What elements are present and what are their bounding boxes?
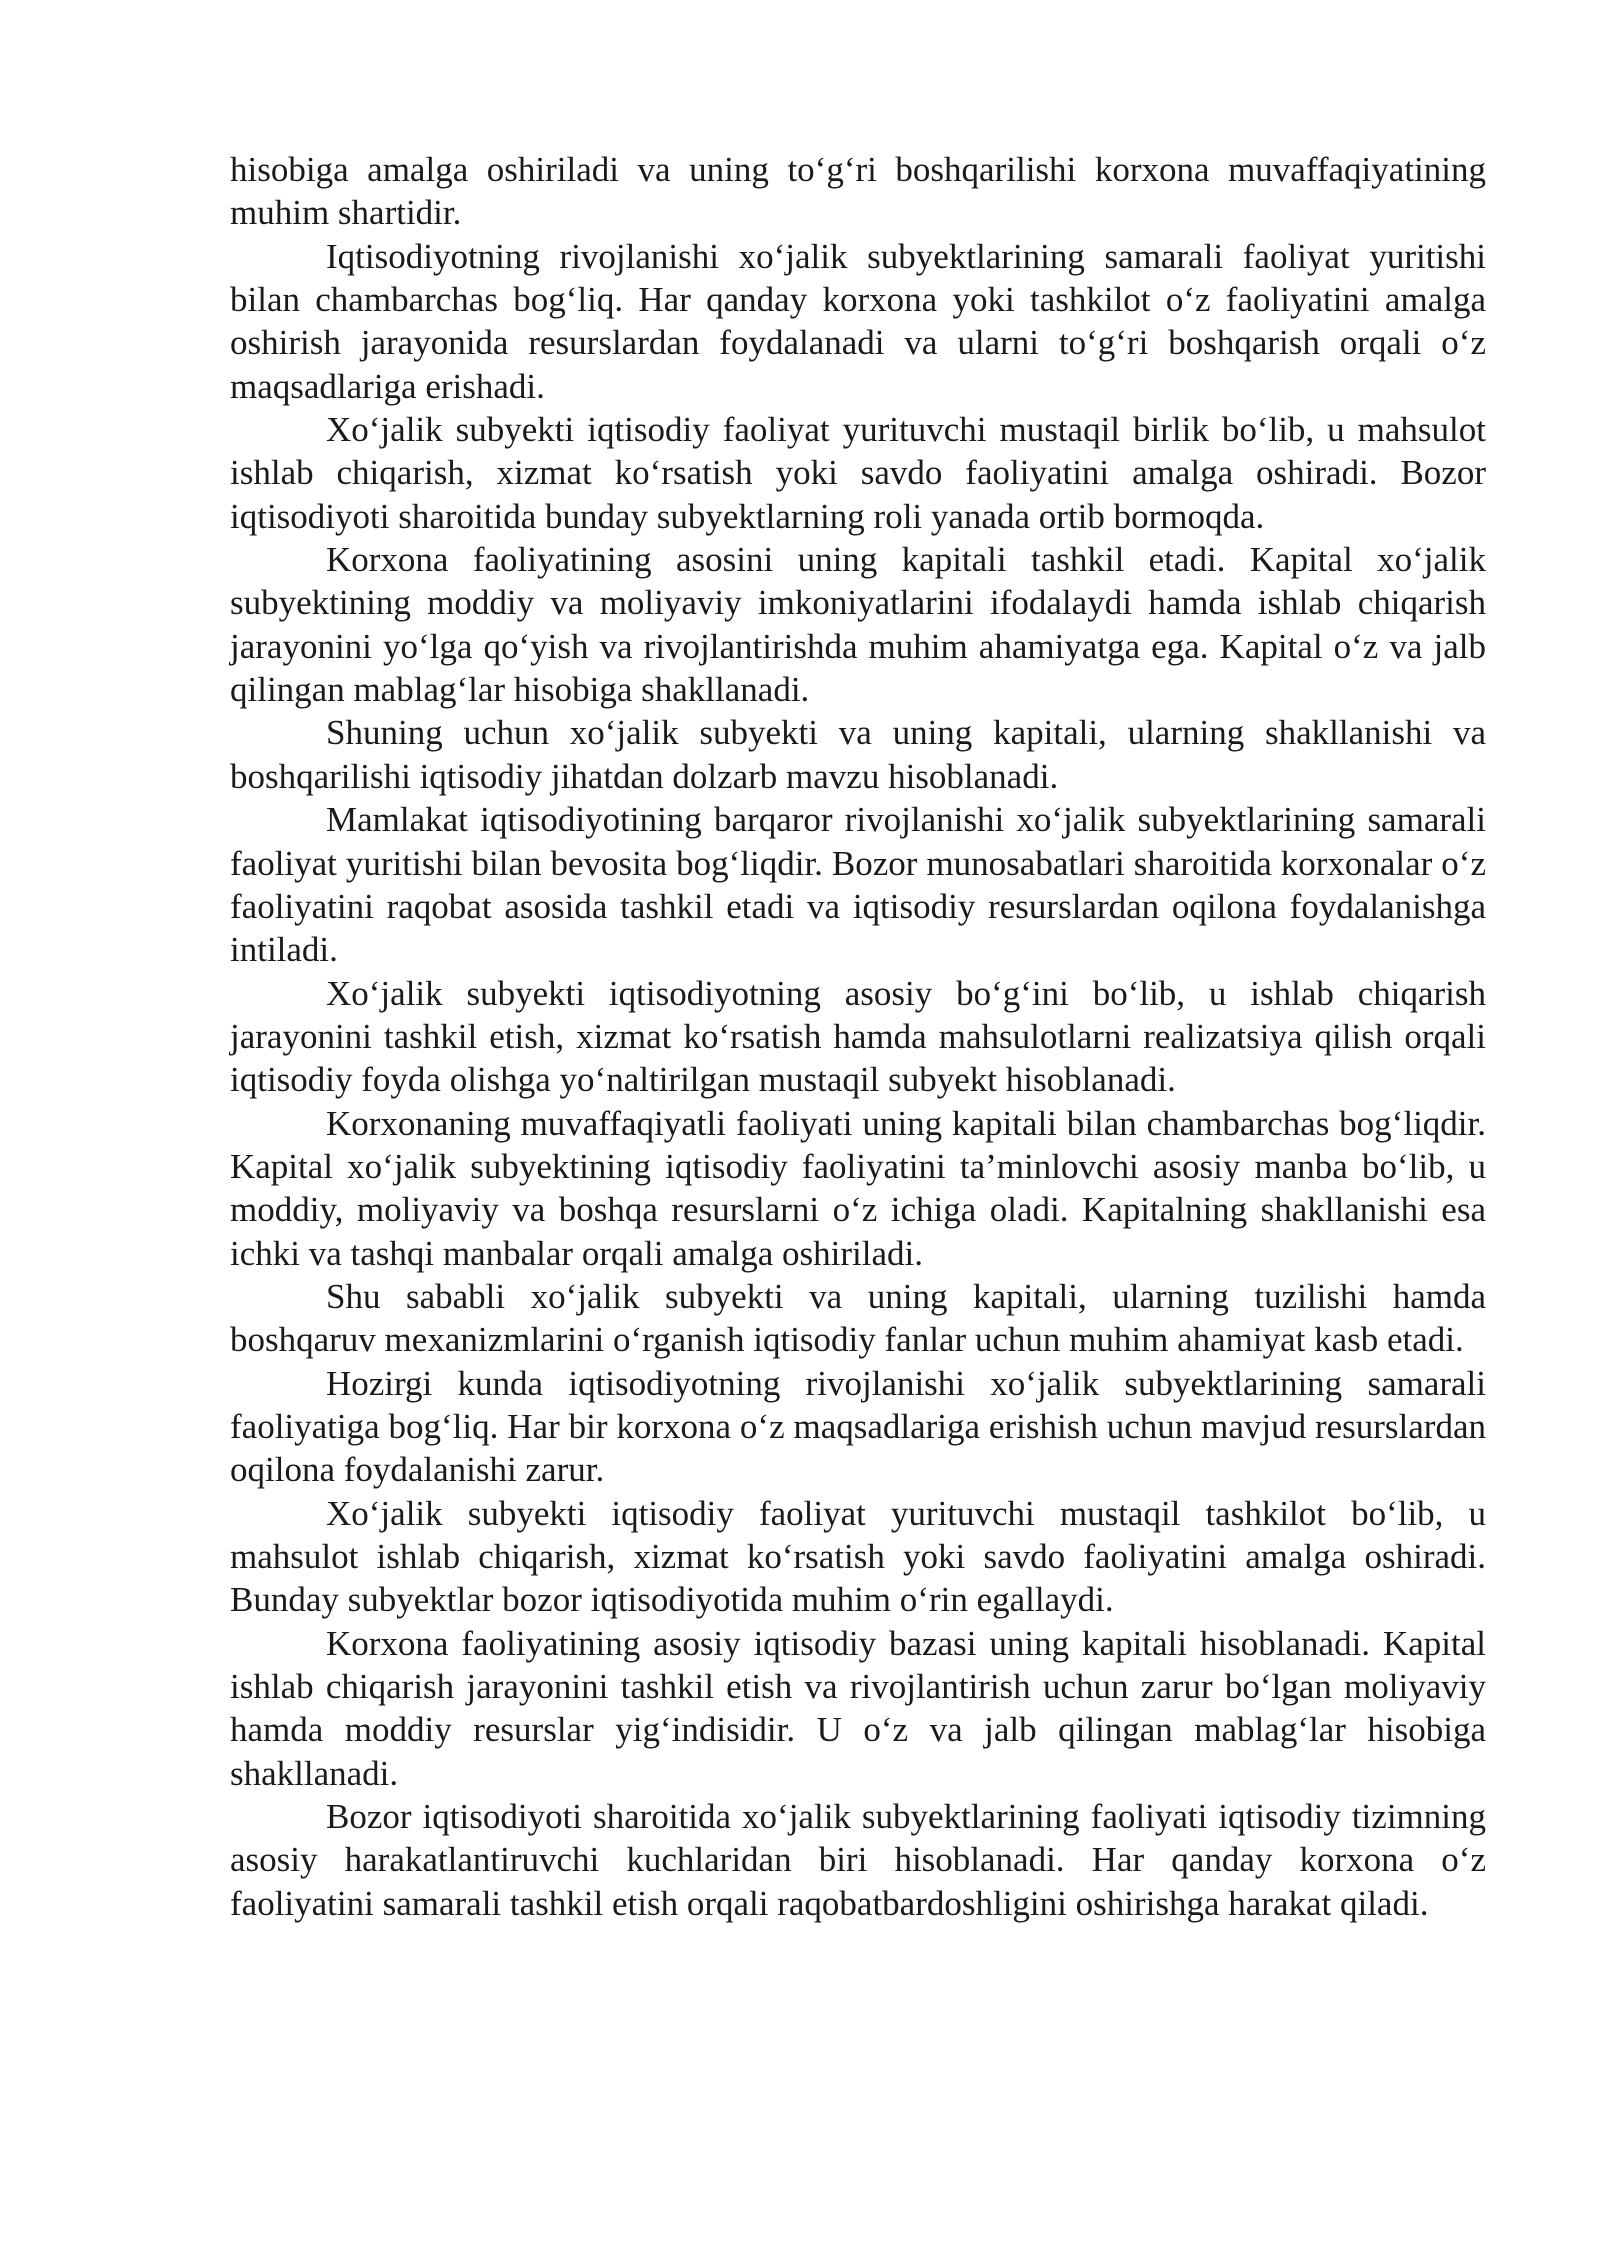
paragraph-5: Shuning uchun xo‘jalik subyekti va uning kapitali, ularning shakllanishi va boshqarilishi iqtisodiy jihatdan dolzarb mavzu hisoblanadi.	[230, 713, 1486, 796]
paragraph-12: Korxona faoliyatining asosiy iqtisodiy bazasi uning kapitali hisoblanadi. Kapital ishlab chiqarish jarayonini tashkil etish va rivojlantirish uchun zarur bo‘lgan moliyaviy hamda moddiy resurslar yig‘indisidir. U o‘z va jalb qilingan mablag‘lar hisobiga shakllanadi.	[230, 1623, 1486, 1793]
paragraph-8: Korxonaning muvaffaqiyatli faoliyati uning kapitali bilan chambarchas bog‘liqdir. Kapital xo‘jalik subyektining iqtisodiy faoliyatini ta’minlovchi asosiy manba bo‘lib, u moddiy, moliyaviy va boshqa resurslarni o‘z ichiga oladi. Kapitalning shakllanishi esa ichki va tashqi manbalar orqali amalga oshiriladi.	[230, 1103, 1486, 1273]
paragraph-1: hisobiga amalga oshiriladi va uning to‘g‘ri boshqarilishi korxona muvaffaqiyatining muhim shartidir.	[230, 150, 1486, 233]
paragraph-9: Shu sababli xo‘jalik subyekti va uning kapitali, ularning tuzilishi hamda boshqaruv mexanizmlarini o‘rganish iqtisodiy fanlar uchun muhim ahamiyat kasb etadi.	[230, 1276, 1486, 1360]
paragraph-3: Xo‘jalik subyekti iqtisodiy faoliyat yurituvchi mustaqil birlik bo‘lib, u mahsulot ishlab chiqarish, xizmat ko‘rsatish yoki savdo faoliyatini amalga oshiradi. Bozor iqtisodiyoti sharoitida bunday subyektlarning roli yanada ortib bormoqda.	[230, 410, 1486, 536]
paragraph-2: Iqtisodiyotning rivojlanishi xo‘jalik subyektlarining samarali faoliyat yuritishi bilan chambarchas bog‘liq. Har qanday korxona yoki tashkilot o‘z faoliyatini amalga oshirish jarayonida resurslardan foydalanadi va ularni to‘g‘ri boshqarish orqali o‘z maqsadlariga erishadi.	[230, 236, 1486, 406]
paragraph-7: Xo‘jalik subyekti iqtisodiyotning asosiy bo‘g‘ini bo‘lib, u ishlab chiqarish jarayonini tashkil etish, xizmat ko‘rsatish hamda mahsulotlarni realizatsiya qilish orqali iqtisodiy foyda olishga yo‘naltirilgan mustaqil subyekt hisoblanadi.	[230, 973, 1486, 1100]
paragraph-10: Hozirgi kunda iqtisodiyotning rivojlanishi xo‘jalik subyektlarining samarali faoliyatiga bog‘liq. Har bir korxona o‘z maqsadlariga erishish uchun mavjud resurslardan oqilona foydalanishi zarur.	[230, 1363, 1486, 1490]
body-text	[230, 148, 1486, 1925]
paragraph-6: Mamlakat iqtisodiyotining barqaror rivojlanishi xo‘jalik subyektlarining samarali faoliyat yuritishi bilan bevosita bog‘liqdir. Bozor munosabatlari sharoitida korxonalar o‘z faoliyatini raqobat asosida tashkil etadi va iqtisodiy resurslardan oqilona foydalanishga intiladi.	[230, 800, 1486, 970]
paragraph-4: Korxona faoliyatining asosini uning kapitali tashkil etadi. Kapital xo‘jalik subyektining moddiy va moliyaviy imkoniyatlarini ifodalaydi hamda ishlab chiqarish jarayonini yo‘lga qo‘yish va rivojlantirishda muhim ahamiyatga ega. Kapital o‘z va jalb qilingan mablag‘lar hisobiga shakllanadi.	[230, 540, 1486, 710]
paragraph-13: Bozor iqtisodiyoti sharoitida xo‘jalik subyektlarining faoliyati iqtisodiy tizimning asosiy harakatlantiruvchi kuchlaridan biri hisoblanadi. Har qanday korxona o‘z faoliyatini samarali tashkil etish orqali raqobatbardoshligini oshirishga harakat qiladi.	[230, 1797, 1486, 1923]
paragraph-11: Xo‘jalik subyekti iqtisodiy faoliyat yurituvchi mustaqil tashkilot bo‘lib, u mahsulot ishlab chiqarish, xizmat ko‘rsatish yoki savdo faoliyatini amalga oshiradi. Bunday subyektlar bozor iqtisodiyotida muhim o‘rin egallaydi.	[230, 1493, 1486, 1620]
